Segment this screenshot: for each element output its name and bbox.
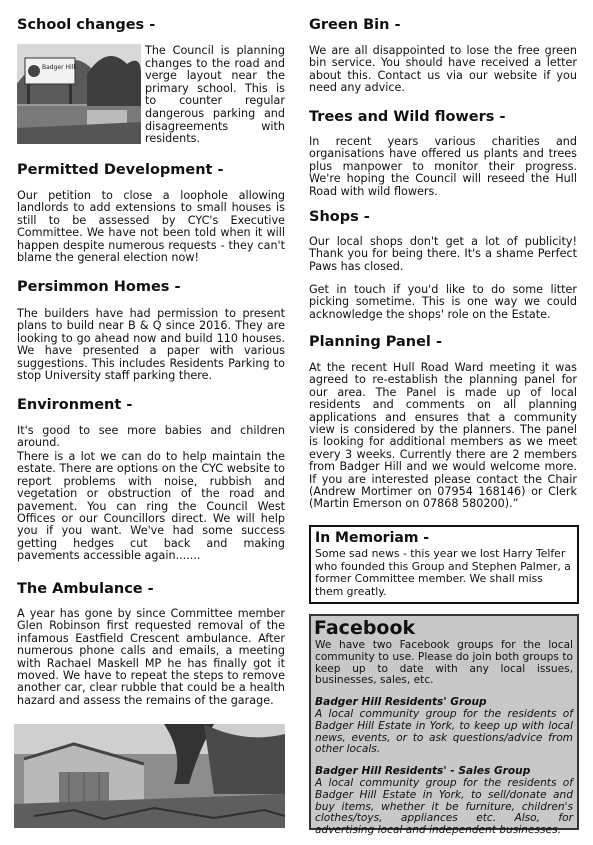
trees-heading: Trees and Wild flowers - [309,109,506,125]
school-changes-text: The Council is planning changes to the road and verge layout near the primary school. This is to counter regular dangerous parking and disagreements with residents. [145,44,285,146]
shops-heading: Shops - [309,209,370,225]
school-sign-photo [17,44,141,144]
memoriam-box [309,525,579,604]
garage-photo [14,724,285,828]
memoriam-heading: In Memoriam - [315,530,430,546]
permitted-development-heading: Permitted Development - [17,162,224,178]
facebook-group-1-name[interactable]: Badger Hill Residents' Group [315,696,487,709]
facebook-group-2-name[interactable]: Badger Hill Residents' - Sales Group [315,765,531,778]
memoriam-text: Some sad news - this year we lost Harry Telfer who founded this Group and Stephen Palmer, a former Committee member. We shall miss them greatly. [315,547,571,598]
environment-heading: Environment - [17,397,133,413]
facebook-group-1-desc: A local community group for the residents of Badger Hill Estate in York, to keep up with local news, events, or to ask questions/advice from other locals. [315,707,573,756]
shops-text-2: Get in touch if you'd like to do some litter picking sometime. This is one way we could acknowledge the shops' role on the Estate. [309,283,577,321]
ambulance-text: A year has gone by since Committee member Glen Robinson first requested removal of the infamous Eastfield Crescent ambulance. After numerous phone calls and emails, a meeting with Rachael Maskell MP he has finally got it moved. We have to repeat the steps to remove another car, clear rubble that could be a health hazard and assess the remains of the garage. [17,607,285,707]
ambulance-heading: The Ambulance - [17,581,154,597]
shops-text-1: Our local shops don't get a lot of publicity! Thank you for being there. It's a shame Perfect Paws has closed. [309,235,577,273]
trees-text: In recent years various charities and organisations have offered us plants and trees plus manpower to monitor their progress. We're hoping the Council will reseed the Hull Road with wild flowers. [309,135,577,198]
environment-text-1: It's good to see more babies and children around. [17,424,285,450]
persimmon-homes-heading: Persimmon Homes - [17,279,181,295]
facebook-box [309,614,579,837]
persimmon-homes-text: The builders have had permission to present plans to build near B & Q since 2016. They are looking to go ahead now and build 110 houses. We have presented a paper with various suggestions. This includes Residents Parking to stop University staff parking there. [17,307,285,383]
planning-panel-text: At the recent Hull Road Ward meeting it was agreed to re-establish the planning panel for our area. The Panel is made up of local residents and comments on all planning applications and ensures that a community view is considered by the planners. The panel is looking for additional members as we meet every 3 weeks. Currently there are 2 members from Badger Hill and we would welcome more. If you are interested please contact the Chair (Andrew Mortimer on 07954 168146) or Clerk (Martin Emerson on 07868 580200).” [309,361,577,511]
permitted-development-text: Our petition to close a loophole allowing landlords to add extensions to small houses is still to be assessed by CYC's Executive Committee. We have not been told when it will happen despite numerous requests - they can't blame the general election now! [17,189,285,265]
facebook-heading: Facebook [314,617,416,639]
green-bin-heading: Green Bin - [309,17,401,33]
facebook-intro: We have two Facebook groups for the local community to use. Please do join both groups to keep up to date with any local issues, businesses, sales, etc. [315,639,573,687]
planning-panel-heading: Planning Panel - [309,334,442,350]
sign-text: Badger Hill [42,64,75,71]
school-changes-heading: School changes - [17,17,156,33]
green-bin-text: We are all disappointed to lose the free green bin service. You should have received a letter about this. Contact us via our website if you need any advice. [309,44,577,95]
environment-text-2: There is a lot we can do to help maintain the estate. There are options on the CYC website to report problems with noise, rubbish and vegetation or obstruction of the road and pavement. You can ring the Council West Offices or our Councillors direct. We will help you if you want. We've had some success getting hedges cut back and making pavements accessible again....... [17,450,285,563]
facebook-group-2-desc: A local community group for the residents of Badger Hill Estate in York, to sell/donate and buy items, whether it be furniture, children's clothes/toys, appliances etc. Also, for advertising local and independent businesses. [315,776,573,837]
